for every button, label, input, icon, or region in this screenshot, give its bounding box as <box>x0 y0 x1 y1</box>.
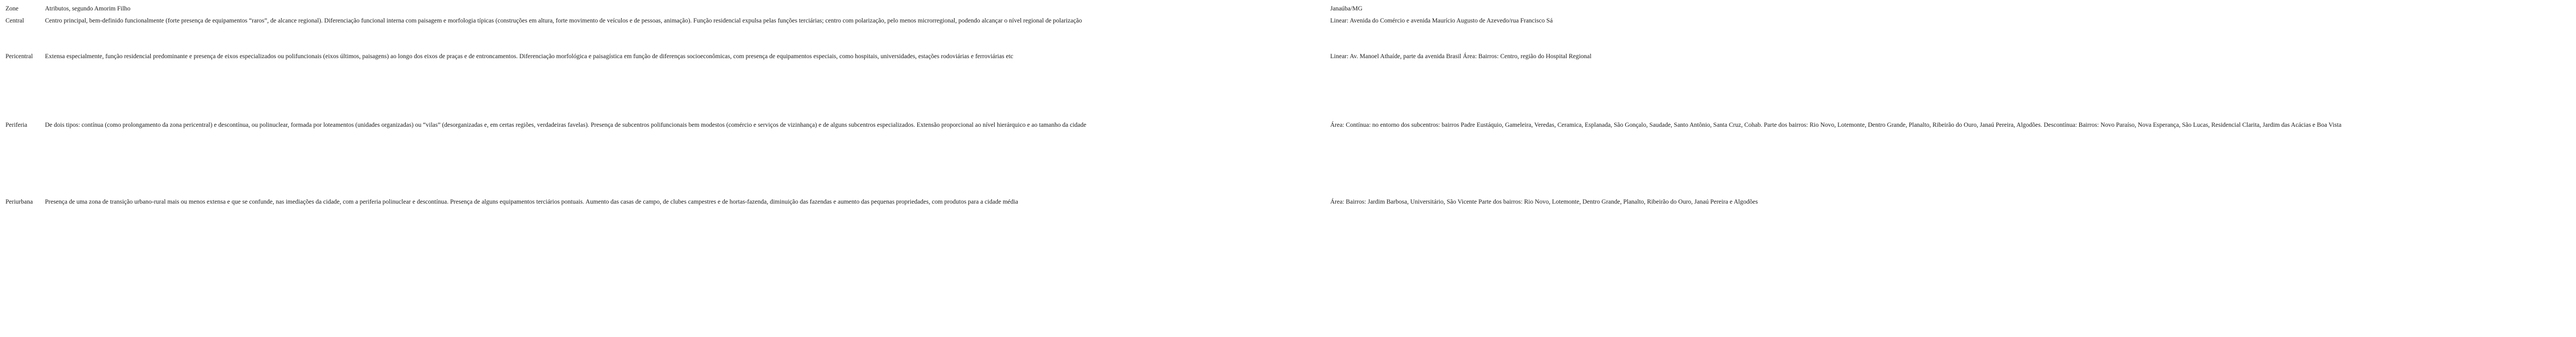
city-cell: Área: Bairros: Jardim Barbosa, Universitário, São Vicente Parte dos bairros: Rio Novo, Lotemonte, Dentro Grande, Planalto, Ribeirão do Ouro, Janaú Pereira e Algodões <box>1330 199 1758 205</box>
attributes-cell: Extensa especialmente, função residencial predominante e presença de eixos especializados ou polifuncionais (eixos últimos, paisagens) ao longo dos eixos de praças e de entroncamentos. Diferenciação morfológica e paisagística em função de diferenças socioeconômicas, com presença de equipamentos especiais, como hospitais, universidades, estações rodoviárias e ferroviárias etc <box>45 53 1013 60</box>
city-cell: Linear: Av. Manoel Athaíde, parte da avenida Brasil Área: Bairros: Centro, região do Hospital Regional <box>1330 53 1592 60</box>
zone-cell: Periurbana <box>5 199 33 205</box>
attributes-cell: Presença de uma zona de transição urbano-rural mais ou menos extensa e que se confunde, nas imediações da cidade, com a periferia polinuclear e descontínua. Presença de alguns equipamentos terciários pontuais. Aumento das casas de campo, de clubes campestres e de hortas-fazenda, diminuição das fazendas e aumento das pequenas propriedades, com produtos para a cidade média <box>45 199 1018 205</box>
table-row <box>5 198 2572 220</box>
header-zone: Zone <box>5 5 19 12</box>
zone-cell: Central <box>5 18 24 24</box>
city-cell: Linear: Avenida do Comércio e avenida Maurício Augusto de Azevedo/rua Francisco Sá <box>1330 18 1553 24</box>
city-cell: Área: Contínua: no entorno dos subcentros: bairros Padre Eustáquio, Gameleira, Veredas, Ceramica, Esplanada, São Gonçalo, Saudade, Santo Antônio, Santa Cruz, Cohab. Parte dos bairros: Rio Novo, Lotemonte, Dentro Grande, Planalto, Ribeirão do Ouro, Janaú Pereira, Algodões. Descontínua: Bairros: Novo Paraíso, Nova Esperança, São Lucas, Residencial Clarita, Jardim das Acácias e Boa Vista <box>1330 122 2342 128</box>
table-row <box>5 53 2572 121</box>
zone-cell: Pericentral <box>5 53 33 60</box>
urban-zones-table <box>5 5 2572 220</box>
attributes-cell: Centro principal, bem-definido funcionalmente (forte presença de equipamentos “raros”, de alcance regional). Diferenciação funcional interna com paisagem e morfologia típicas (construções em altura, forte movimento de veículos e de pessoas, animação). Função residencial expulsa pelas funções terciárias; centro com polarização, pelo menos microrregional, podendo alcançar o nível regional de polarização <box>45 18 1082 24</box>
table-row <box>5 121 2572 198</box>
zone-cell: Periferia <box>5 122 27 128</box>
header-city: Janaúba/MG <box>1330 5 1363 12</box>
table-row <box>5 17 2572 53</box>
attributes-cell: De dois tipos: contínua (como prolongamento da zona pericentral) e descontínua, ou polinuclear, formada por loteamentos (unidades organizadas) ou “vilas” (desorganizadas e, em certas regiões, verdadeiras favelas). Presença de subcentros polifuncionais bem modestos (comércio e serviços de vizinhança) e de alguns subcentros especializados. Extensão proporcional ao nível hierárquico e ao tamanho da cidade <box>45 122 1087 128</box>
header-attributes: Atributos, segundo Amorim Filho <box>45 5 130 12</box>
table-header-row <box>5 5 2572 17</box>
